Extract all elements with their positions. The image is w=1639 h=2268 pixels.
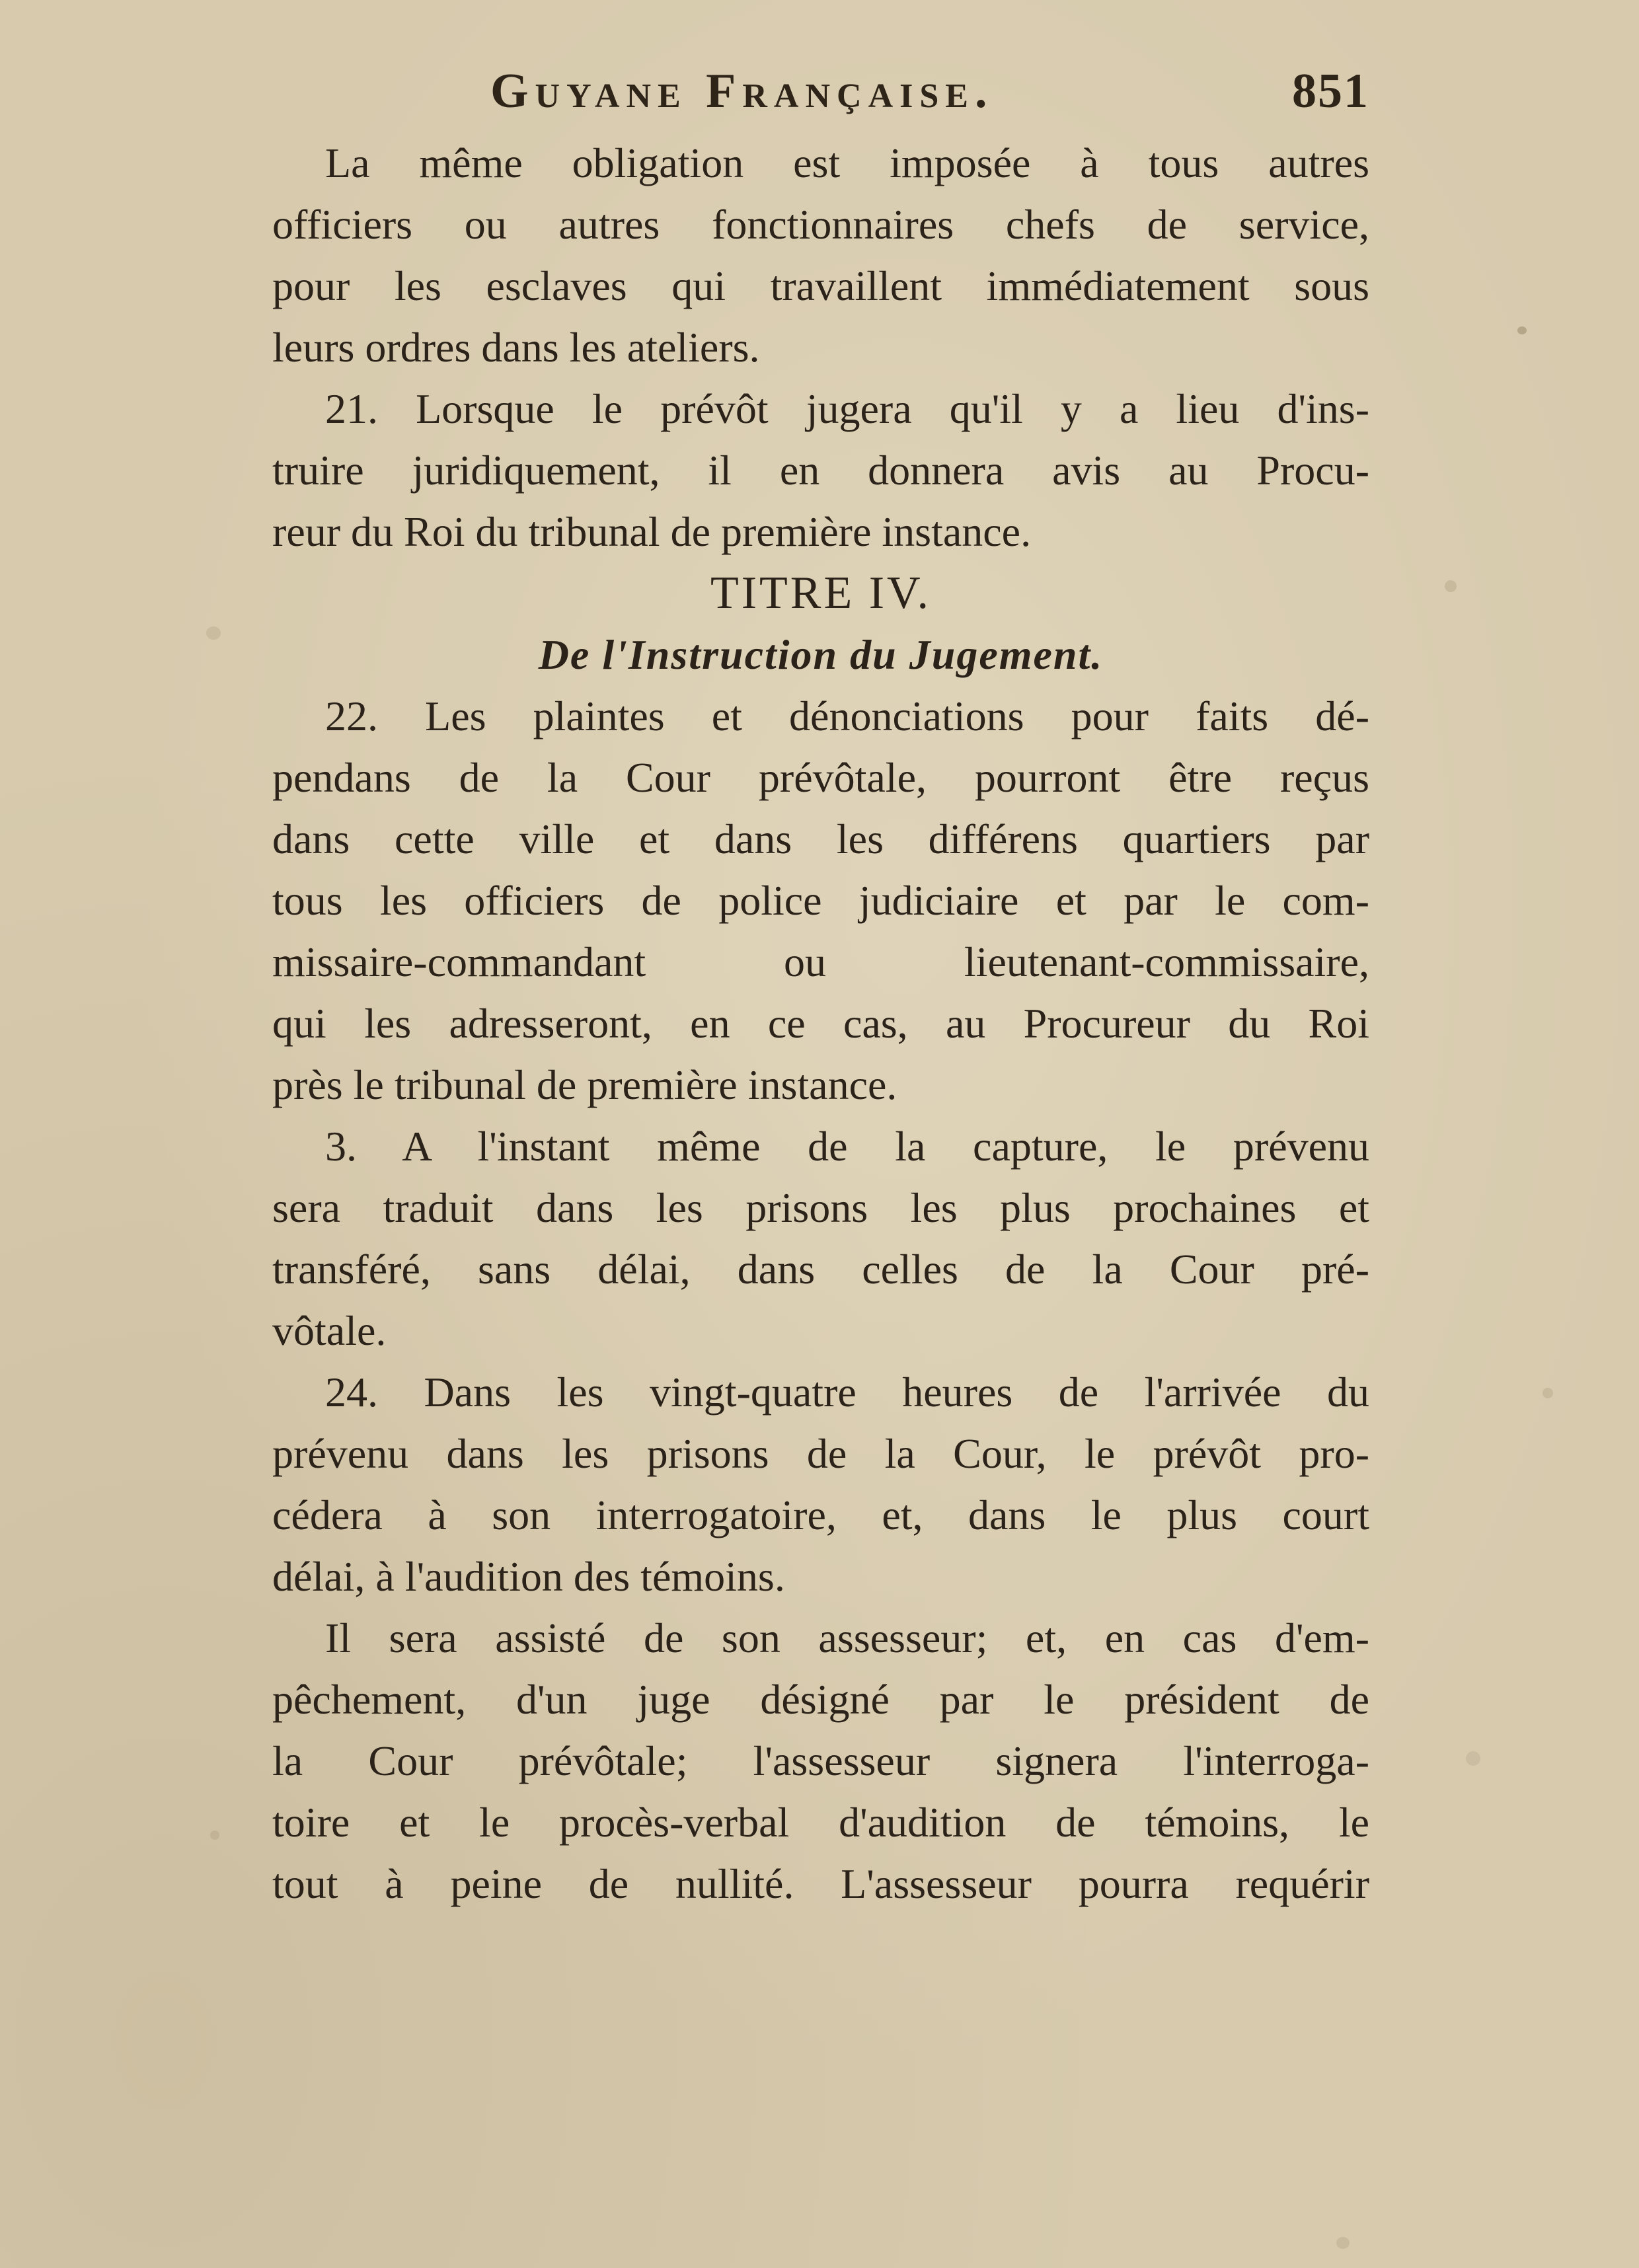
text-line: Il sera assisté de son assesseur; et, en cas d'em-: [325, 1614, 1369, 1661]
text-line: 24. Dans les vingt-quatre heures de l'arrivée du: [325, 1369, 1369, 1416]
text-line: 21. Lorsque le prévôt jugera qu'il y a lieu d'ins-: [325, 385, 1369, 432]
section-title: TITRE IV.: [710, 568, 932, 619]
running-header: [272, 59, 1369, 132]
text-line: pendans de la Cour prévôtale, pourront être reçus: [272, 754, 1369, 801]
paper-speck: [1543, 1388, 1553, 1398]
paper-speck: [206, 626, 221, 640]
text-line: reur du Roi du tribunal de première instance.: [272, 508, 1032, 555]
text-line: missaire-commandant ou lieutenant-commissaire,: [272, 938, 1369, 985]
text-line: prévenu dans les prisons de la Cour, le prévôt pro-: [272, 1430, 1369, 1477]
text-line: qui les adresseront, en ce cas, au Procureur du Roi: [272, 1000, 1369, 1047]
paper-speck: [1466, 1751, 1480, 1766]
text-line: leurs ordres dans les ateliers.: [272, 324, 760, 371]
text-line: La même obligation est imposée à tous autres: [325, 139, 1369, 186]
text-line: tous les officiers de police judiciaire et par le com-: [272, 877, 1369, 924]
text-line: truire juridiquement, il en donnera avis au Procu-: [272, 447, 1369, 494]
text-line: pour les esclaves qui travaillent immédiatement sous: [272, 262, 1369, 309]
text-line: cédera à son interrogatoire, et, dans le plus court: [272, 1492, 1369, 1538]
text-line: pêchement, d'un juge désigné par le président de: [272, 1676, 1369, 1723]
text-line: dans cette ville et dans les différens quartiers par: [272, 815, 1369, 862]
text-line: toire et le procès-verbal d'audition de témoins, le: [272, 1799, 1369, 1846]
text-line: 3. A l'instant même de la capture, le prévenu: [325, 1123, 1369, 1170]
running-title: Guyane Française.: [490, 64, 994, 118]
paper-speck: [1445, 580, 1457, 592]
page-number: 851: [1292, 64, 1369, 118]
text-line: transféré, sans délai, dans celles de la Cour pré-: [272, 1246, 1369, 1293]
paper-speck: [1336, 2237, 1350, 2249]
text-line: tout à peine de nullité. L'assesseur pourra requérir: [272, 1860, 1369, 1907]
text-line: sera traduit dans les prisons les plus prochaines et: [272, 1184, 1369, 1231]
text-line: vôtale.: [272, 1307, 387, 1354]
paper-speck: [1517, 326, 1527, 334]
page-content: [272, 59, 1369, 1914]
text-line: délai, à l'audition des témoins.: [272, 1553, 785, 1600]
text-line: la Cour prévôtale; l'assesseur signera l'interroga-: [272, 1737, 1369, 1784]
section-subtitle: De l'Instruction du Jugement.: [538, 631, 1104, 678]
paper-speck: [210, 1831, 219, 1840]
text-line: 22. Les plaintes et dénonciations pour faits dé-: [325, 693, 1369, 739]
text-line: officiers ou autres fonctionnaires chefs de service,: [272, 201, 1369, 248]
text-line: près le tribunal de première instance.: [272, 1061, 897, 1108]
